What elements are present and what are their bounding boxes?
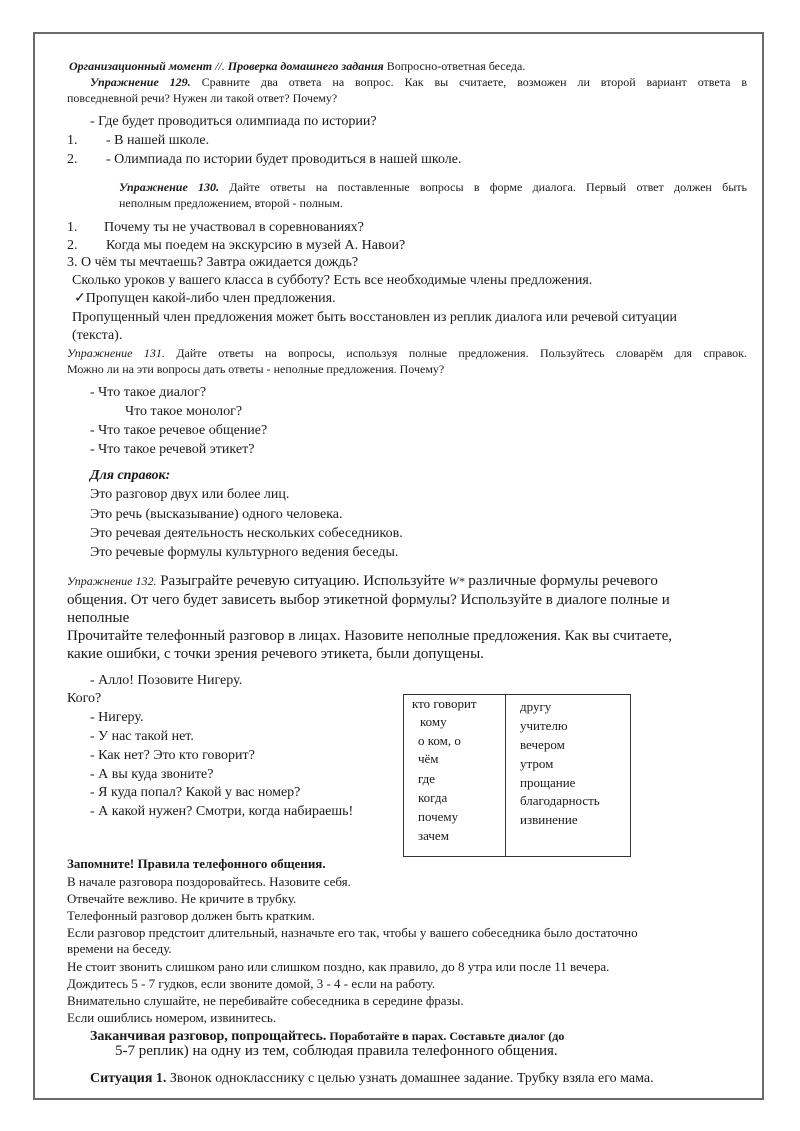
ex132-label: Упражнение 132.	[67, 574, 157, 588]
vocab-left-5: где	[418, 771, 436, 786]
ex132-line2: общения. От чего будет зависеть выбор этикетной формулы? Используйте в диалоге полные и	[67, 592, 670, 608]
rule-1: В начале разговора поздоровайтесь. Назовите себя.	[67, 874, 351, 889]
ex132-line5: какие ошибки, с точки зрения речевого этикета, были допущены.	[67, 646, 484, 662]
ex131-reference-3: Это речевая деятельность нескольких собеседников.	[90, 526, 403, 541]
ex130-q1-num: 1.	[67, 220, 78, 235]
rules-title: Запомните! Правила телефонного общения.	[67, 856, 326, 871]
ex129-question: - Где будет проводиться олимпиада по истории?	[90, 114, 377, 129]
dialog-line-8: - А какой нужен? Смотри, когда набираешь!	[90, 804, 354, 819]
ex131-instruction-line2: Можно ли на эти вопросы дать ответы - неполные предложения. Почему?	[67, 362, 445, 376]
situation-1	[90, 1071, 654, 1087]
ex131-question-2: Что такое монолог?	[125, 404, 243, 419]
vocab-left-1: кто говорит	[412, 696, 477, 711]
vocabulary-divider	[505, 695, 506, 856]
ex130-q1: Почему ты не участвовал в соревнованиях?	[104, 220, 364, 235]
ex131-label: Упражнение 131.	[67, 346, 165, 360]
dialog-line-5: - Как нет? Это кто говорит?	[90, 748, 255, 763]
ex129-label: Упражнение 129.	[90, 75, 191, 89]
ex130-q4: Сколько уроков у вашего класса в субботу? Есть все необходимые члены предложения.	[72, 273, 593, 288]
ex131-question-4: - Что такое речевой этикет?	[90, 442, 255, 457]
ex131-question-1: - Что такое диалог?	[90, 385, 207, 400]
situation-text: Звонок однокласснику с целью узнать домашнее задание. Трубку взяла его мама.	[166, 1071, 654, 1086]
ex129-answer1: - В нашей школе.	[106, 133, 210, 148]
rule-4-line1: Если разговор предстоит длительный, назначьте его так, чтобы у вашего собеседника было достаточно	[67, 925, 638, 940]
vocab-left-3: о ком, о	[418, 733, 461, 748]
ex130-q3: 3. О чём ты мечтаешь? Завтра ожидается дождь?	[67, 255, 359, 270]
ex131-reference-1: Это разговор двух или более лиц.	[90, 487, 290, 502]
dialog-line-4: - У нас такой нет.	[90, 729, 194, 744]
situation-label: Ситуация 1.	[90, 1071, 167, 1086]
rule-3: Телефонный разговор должен быть кратким.	[67, 908, 315, 923]
ex129-answer2: - Олимпиада по истории будет проводиться в нашей школе.	[106, 152, 462, 167]
vocab-right-3: вечером	[520, 737, 565, 752]
ex132-line4: Прочитайте телефонный разговор в лицах. Назовите неполные предложения. Как вы считаете,	[67, 628, 672, 644]
rule-4-line2: времени на беседу.	[67, 941, 172, 956]
ex130-q6-line1: Пропущенный член предложения может быть восстановлен из реплик диалога или речевой ситуации	[72, 310, 678, 325]
pair-work-task-line2: 5-7 реплик) на одну из тем, соблюдая правила телефонного общения.	[115, 1043, 558, 1059]
vocab-left-4: чём	[418, 751, 439, 766]
ex130-label: Упражнение 130.	[119, 180, 220, 194]
ex129-instruction-line1: Упражнение 129. Сравните два ответа на вопрос. Как вы считаете, возможен ли второй вариант ответа в	[90, 75, 748, 89]
ex130-q2: Когда мы поедем на экскурсию в музей А. Навои?	[106, 238, 406, 253]
vocab-left-2: кому	[420, 714, 447, 729]
rule-7: Внимательно слушайте, не перебивайте собеседника в середине фразы.	[67, 993, 464, 1008]
dialog-line-7: - Я куда попал? Какой у вас номер?	[90, 785, 301, 800]
vocab-left-7: почему	[418, 809, 459, 824]
dialog-line-6: - А вы куда звоните?	[90, 767, 214, 782]
ex131-reference-4: Это речевые формулы культурного ведения беседы.	[90, 545, 399, 560]
ex132-mark: W*	[448, 574, 465, 588]
vocab-right-1: другу	[520, 699, 552, 714]
ex129-instruction-line2: повседневной речи? Нужен ли такой ответ? Почему?	[67, 91, 338, 105]
vocab-left-8: зачем	[418, 828, 449, 843]
vocab-right-2: учителю	[520, 718, 568, 733]
header-conversation: Вопросно-ответная беседа.	[383, 59, 526, 73]
ex129-answer1-num: 1.	[67, 133, 78, 148]
rule-8: Если ошиблись номером, извинитесь.	[67, 1010, 277, 1025]
vocab-left-6: когда	[418, 790, 448, 805]
ex132-line1: Упражнение 132. Разыграйте речевую ситуацию. Используйте W* различные формулы речевого	[67, 573, 658, 589]
ex131-question-3: - Что такое речевое общение?	[90, 423, 268, 438]
rule-5: Не стоит звонить слишком рано или слишком поздно, как правило, до 8 утра или после 11 вечера.	[67, 959, 610, 974]
dialog-line-2: Кого?	[67, 691, 102, 706]
pair-work-task: Поработайте в парах. Составьте диалог (до	[326, 1029, 565, 1043]
header-separator: //.	[212, 59, 228, 73]
ex130-instruction-line1: Упражнение 130. Дайте ответы на поставленные вопросы в форме диалога. Первый ответ должен быть	[119, 180, 748, 194]
vocab-right-5: прощание	[520, 775, 576, 790]
rule-6: Дождитесь 5 - 7 гудков, если звоните домой, 3 - 4 - если на работу.	[67, 976, 436, 991]
vocab-right-6: благодарность	[520, 793, 600, 808]
rules-finish: Заканчивая разговор, попрощайтесь.	[90, 1029, 327, 1044]
ex132-line3: неполные	[67, 610, 130, 626]
ex130-q6-line2: (текста).	[72, 328, 123, 343]
ex129-answer2-num: 2.	[67, 152, 78, 167]
ex130-instruction-line2: неполным предложением, второй - полным.	[119, 196, 343, 210]
ex130-q2-num: 2.	[67, 238, 78, 253]
dialog-line-3: - Нигеру.	[90, 710, 144, 725]
ex131-reference-title: Для справок:	[90, 468, 171, 483]
vocab-right-7: извинение	[520, 812, 578, 827]
vocab-right-4: утром	[520, 756, 554, 771]
ex131-reference-2: Это речь (высказывание) одного человека.	[90, 507, 343, 522]
dialog-line-1: - Алло! Позовите Нигеру.	[90, 673, 243, 688]
ex130-q5: ✓Пропущен какой-либо член предложения.	[74, 291, 336, 306]
rule-2: Отвечайте вежливо. Не кричите в трубку.	[67, 891, 297, 906]
ex131-instruction-line1: Упражнение 131. Дайте ответы на вопросы, используя полные предложения. Пользуйтесь словарём для справок.	[67, 346, 747, 360]
lesson-header	[69, 60, 525, 74]
header-homework-check: Проверка домашнего задания	[227, 59, 384, 73]
header-org-moment: Организационный момент	[69, 59, 213, 73]
vocabulary-table	[403, 694, 631, 857]
